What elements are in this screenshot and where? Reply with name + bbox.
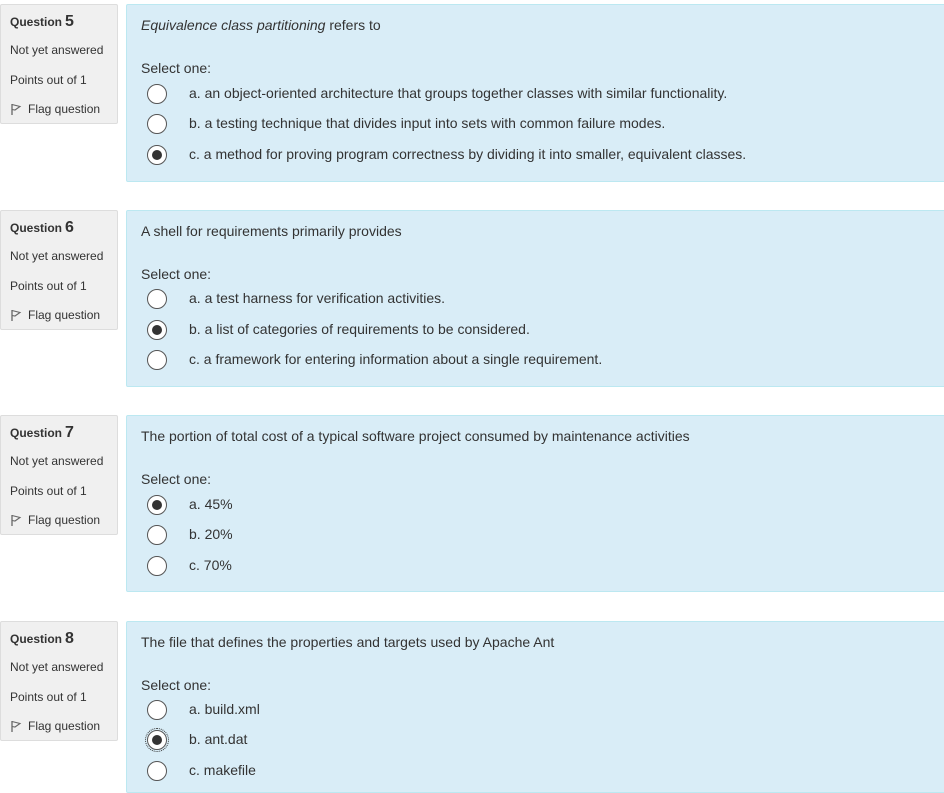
question-text-rest: The portion of total cost of a typical software project consumed by maintenance activities <box>141 428 690 444</box>
question-number-value: 5 <box>65 13 74 30</box>
flag-question-button[interactable] <box>10 513 100 527</box>
answer-option-b[interactable] <box>147 730 927 754</box>
question-text-emphasis: Equivalence class partitioning <box>141 17 326 33</box>
radio-button[interactable] <box>147 525 167 545</box>
answer-option-label: b. a list of categories of requirements to be considered. <box>189 321 530 337</box>
question-text <box>141 428 690 444</box>
radio-button-selected[interactable] <box>147 730 167 750</box>
question-label: Question <box>10 221 63 235</box>
question-text-rest: refers to <box>325 17 381 33</box>
question-points: Points out of 1 <box>10 73 87 87</box>
answer-option-b[interactable] <box>147 114 927 138</box>
radio-button[interactable] <box>147 84 167 104</box>
answer-option-label: b. a testing technique that divides input into sets with common failure modes. <box>189 115 666 131</box>
question-text <box>141 634 554 650</box>
answer-option-a[interactable] <box>147 289 927 313</box>
answer-option-label: c. makefile <box>189 762 256 778</box>
flag-question-button[interactable] <box>10 102 100 116</box>
answer-option-label: a. an object-oriented architecture that groups together classes with similar functionality. <box>189 85 728 101</box>
answer-option-a[interactable] <box>147 84 927 108</box>
question-number <box>10 13 74 31</box>
radio-button[interactable] <box>147 556 167 576</box>
radio-button-selected[interactable] <box>147 145 167 165</box>
question-text <box>141 223 402 239</box>
flag-question-label: Flag question <box>28 308 101 322</box>
radio-button[interactable] <box>147 350 167 370</box>
flag-question-label: Flag question <box>28 513 101 527</box>
select-one-prompt: Select one: <box>141 60 212 76</box>
select-one-prompt: Select one: <box>141 471 212 487</box>
question-state: Not yet answered <box>10 249 104 263</box>
answer-option-c[interactable] <box>147 556 927 580</box>
flag-icon <box>10 309 22 322</box>
question-text-rest: The file that defines the properties and targets used by Apache Ant <box>141 634 555 650</box>
select-one-prompt: Select one: <box>141 266 212 282</box>
flag-question-label: Flag question <box>28 102 101 116</box>
question-info-panel <box>0 415 118 535</box>
radio-button-selected[interactable] <box>147 495 167 515</box>
answer-option-a[interactable] <box>147 495 927 519</box>
flag-icon <box>10 720 22 733</box>
question-text-rest: A shell for requirements primarily provides <box>141 223 402 239</box>
flag-icon <box>10 514 22 527</box>
question-points: Points out of 1 <box>10 690 87 704</box>
answer-option-c[interactable] <box>147 145 927 169</box>
flag-question-button[interactable] <box>10 719 100 733</box>
answer-option-c[interactable] <box>147 761 927 785</box>
question-text <box>141 17 381 33</box>
answer-option-label: a. build.xml <box>189 701 260 717</box>
question-label: Question <box>10 632 63 646</box>
question-number-value: 7 <box>65 424 74 441</box>
answer-option-label: b. ant.dat <box>189 731 248 747</box>
question-info-panel <box>0 621 118 741</box>
radio-button[interactable] <box>147 114 167 134</box>
answer-option-c[interactable] <box>147 350 927 374</box>
question-state: Not yet answered <box>10 660 104 674</box>
question-points: Points out of 1 <box>10 484 87 498</box>
answer-option-label: a. a test harness for verification activities. <box>189 290 445 306</box>
answer-option-a[interactable] <box>147 700 927 724</box>
question-content <box>126 621 944 793</box>
question-number-value: 6 <box>65 219 74 236</box>
question-content <box>126 415 944 592</box>
question-label: Question <box>10 15 63 29</box>
question-number <box>10 219 74 237</box>
radio-button[interactable] <box>147 700 167 720</box>
question-number <box>10 424 74 442</box>
question-state: Not yet answered <box>10 43 104 57</box>
answer-option-label: c. a framework for entering information about a single requirement. <box>189 351 603 367</box>
radio-button-selected[interactable] <box>147 320 167 340</box>
answer-option-b[interactable] <box>147 320 927 344</box>
question-label: Question <box>10 426 63 440</box>
question-content <box>126 210 944 387</box>
answer-option-b[interactable] <box>147 525 927 549</box>
flag-question-label: Flag question <box>28 719 101 733</box>
answer-option-label: c. 70% <box>189 557 232 573</box>
question-state: Not yet answered <box>10 454 104 468</box>
question-number <box>10 630 74 648</box>
question-info-panel <box>0 210 118 330</box>
question-number-value: 8 <box>65 630 74 647</box>
select-one-prompt: Select one: <box>141 677 212 693</box>
question-points: Points out of 1 <box>10 279 87 293</box>
flag-question-button[interactable] <box>10 308 100 322</box>
answer-option-label: a. 45% <box>189 496 233 512</box>
question-content <box>126 4 944 182</box>
answer-option-label: c. a method for proving program correctness by dividing it into smaller, equivalent classes. <box>189 146 747 162</box>
radio-button[interactable] <box>147 761 167 781</box>
radio-button[interactable] <box>147 289 167 309</box>
answer-option-label: b. 20% <box>189 526 233 542</box>
flag-icon <box>10 103 22 116</box>
question-info-panel <box>0 4 118 124</box>
